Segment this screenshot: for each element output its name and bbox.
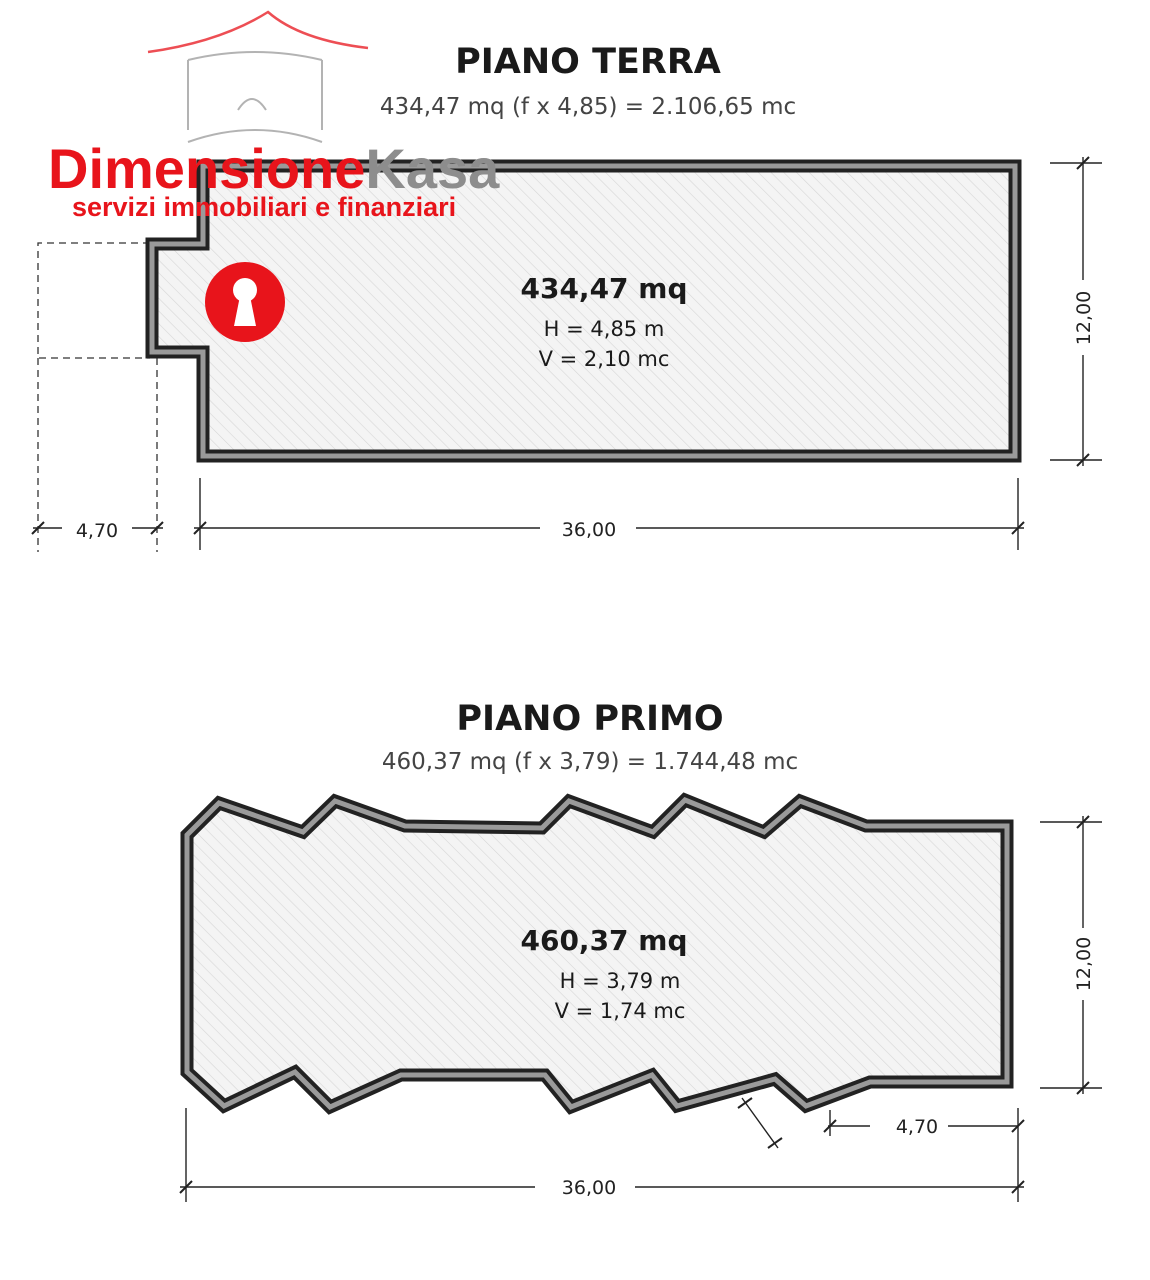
ground-floor-extension-outline bbox=[38, 243, 157, 552]
brand-name-part2: Kasa bbox=[365, 137, 500, 200]
ground-floor-depth-label: 12,00 bbox=[1073, 290, 1095, 346]
first-floor-formula: 460,37 mq (f x 3,79) = 1.744,48 mc bbox=[381, 749, 799, 775]
ground-floor-formula: 434,47 mq (f x 4,85) = 2.106,65 mc bbox=[379, 94, 797, 120]
first-floor-extension-label: 4,70 bbox=[895, 1116, 939, 1138]
brand-tagline: servizi immobiliari e finanziari bbox=[72, 192, 457, 222]
ground-floor-title: PIANO TERRA bbox=[455, 42, 721, 82]
ground-floor-area: 434,47 mq bbox=[520, 272, 688, 305]
first-floor-title: PIANO PRIMO bbox=[456, 699, 724, 739]
first-floor-depth-label: 12,00 bbox=[1073, 936, 1095, 992]
first-floor-width-label: 36,00 bbox=[561, 1177, 617, 1199]
ground-floor-extension-label: 4,70 bbox=[75, 520, 119, 542]
first-floor-area: 460,37 mq bbox=[520, 924, 688, 957]
ground-floor-depth-dimension bbox=[1050, 157, 1102, 466]
ground-floor-volume: V = 2,10 mc bbox=[538, 347, 670, 371]
first-floor-depth-dimension bbox=[1040, 816, 1102, 1094]
first-floor-volume: V = 1,74 mc bbox=[554, 999, 686, 1023]
first-floor-extension-dimension bbox=[738, 1098, 1024, 1148]
brand-name-part1: Dimensione bbox=[48, 137, 366, 200]
first-floor-height: H = 3,79 m bbox=[559, 969, 681, 993]
keyhole-icon bbox=[205, 262, 285, 342]
ground-floor-height: H = 4,85 m bbox=[543, 317, 665, 341]
ground-floor-extension-dimension bbox=[32, 520, 163, 542]
house-roof-icon bbox=[148, 12, 368, 142]
brand-name bbox=[48, 137, 500, 200]
ground-floor-width-label: 36,00 bbox=[561, 519, 617, 541]
ground-floor-width-dimension bbox=[194, 478, 1024, 550]
